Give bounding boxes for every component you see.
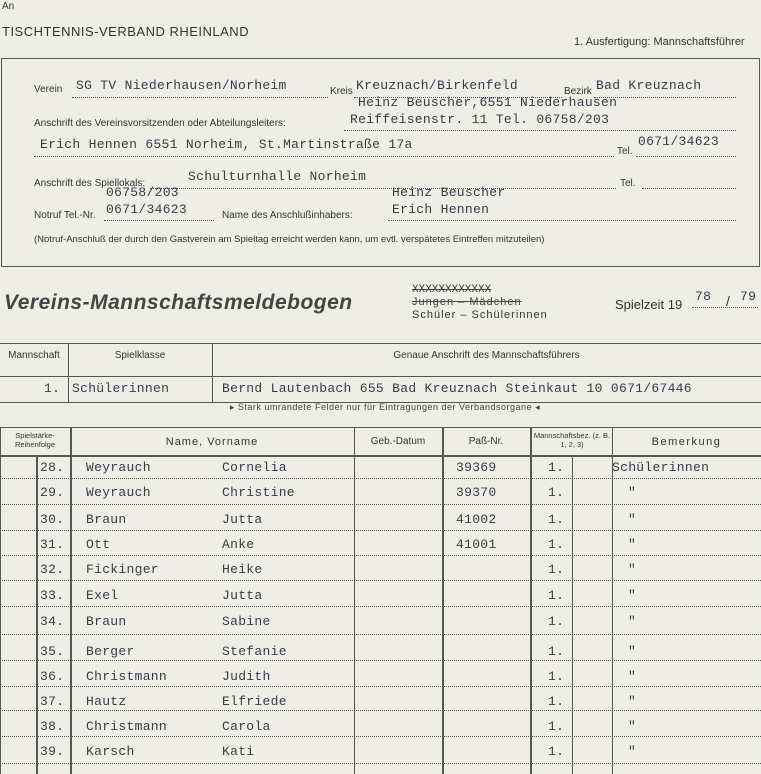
player-team: 1. bbox=[548, 694, 565, 709]
player-team: 1. bbox=[548, 485, 565, 500]
player-first-name: Jutta bbox=[222, 512, 263, 527]
col-mannschaft: Mannschaft bbox=[8, 350, 60, 361]
col-mannschaftsbez: Mannschaftsbez. (z. B. 1, 2, 3) bbox=[533, 431, 611, 449]
form-title: Vereins-Mannschaftsmeldebogen bbox=[4, 291, 353, 314]
player-first-name: Kati bbox=[222, 744, 255, 759]
player-first-name: Judith bbox=[222, 669, 271, 684]
category-line2: Schüler – Schülerinnen bbox=[412, 309, 548, 321]
arrow-left-icon: ◂ bbox=[535, 402, 541, 412]
player-rank: 38. bbox=[40, 719, 65, 734]
player-team: 1. bbox=[548, 537, 565, 552]
player-rank: 37. bbox=[40, 694, 65, 709]
row-divider bbox=[0, 478, 761, 479]
player-rank: 39. bbox=[40, 744, 65, 759]
anschluss-value: Erich Hennen bbox=[392, 202, 490, 217]
player-rank: 30. bbox=[40, 512, 65, 527]
player-note: " bbox=[628, 719, 637, 734]
player-rank: 35. bbox=[40, 644, 65, 659]
player-team: 1. bbox=[548, 744, 565, 759]
player-pass-number: 41002 bbox=[456, 512, 497, 527]
player-pass-number: 41001 bbox=[456, 537, 497, 552]
federation-name: TISCHTENNIS-VERBAND RHEINLAND bbox=[2, 24, 250, 39]
player-team: 1. bbox=[548, 644, 565, 659]
player-rank: 32. bbox=[40, 562, 65, 577]
row-divider bbox=[0, 606, 761, 607]
player-note: " bbox=[628, 644, 637, 659]
verein-label: Verein bbox=[34, 84, 63, 95]
player-last-name: Hautz bbox=[86, 694, 127, 709]
verein-value: SG TV Niederhausen/Norheim bbox=[76, 78, 287, 93]
player-last-name: Weyrauch bbox=[86, 485, 151, 500]
player-pass-number: 39370 bbox=[456, 485, 497, 500]
player-note: " bbox=[628, 694, 637, 709]
player-last-name: Braun bbox=[86, 512, 127, 527]
player-note: " bbox=[628, 744, 637, 759]
row-divider bbox=[0, 555, 761, 556]
player-last-name: Christmann bbox=[86, 669, 168, 684]
player-last-name: Fickinger bbox=[86, 562, 159, 577]
player-team: 1. bbox=[548, 614, 565, 629]
bezirk-label: Bezirk bbox=[564, 86, 592, 97]
player-pass-number: 39369 bbox=[456, 460, 497, 475]
player-rank: 28. bbox=[40, 460, 65, 475]
spiellokal-value: Schulturnhalle Norheim bbox=[188, 169, 367, 184]
row-divider bbox=[0, 634, 761, 635]
spiellokal-label: Anschrift des Spiellokals: bbox=[34, 178, 146, 189]
bezirk-value: Bad Kreuznach bbox=[596, 78, 702, 93]
col-anschrift: Genaue Anschrift des Mannschaftsführers bbox=[393, 350, 580, 361]
vorsitz-line2: Reiffeisenstr. 11 Tel. 06758/203 bbox=[350, 112, 610, 127]
anschluss-label: Name des Anschlußinhabers: bbox=[222, 210, 353, 221]
row-divider bbox=[0, 686, 761, 687]
player-last-name: Braun bbox=[86, 614, 127, 629]
season-to: 79 bbox=[740, 289, 757, 304]
addressee-label: An bbox=[2, 1, 15, 12]
player-note: Schülerinnen bbox=[612, 460, 710, 475]
team-captain-address: Bernd Lautenbach 655 Bad Kreuznach Steinkaut 10 0671/67446 bbox=[222, 381, 692, 396]
season-label: Spielzeit 19 bbox=[615, 297, 683, 312]
player-first-name: Elfriede bbox=[222, 694, 287, 709]
season-from: 78 bbox=[695, 289, 712, 304]
row-divider bbox=[0, 763, 761, 764]
player-team: 1. bbox=[548, 669, 565, 684]
anschrift-label: Anschrift des Vereinsvorsitzenden oder Abteilungsleiters: bbox=[34, 118, 286, 129]
category-crossed: XXXXXXXXXXXX bbox=[412, 284, 492, 296]
row-divider bbox=[0, 530, 761, 531]
player-note: " bbox=[628, 588, 637, 603]
player-first-name: Christine bbox=[222, 485, 295, 500]
player-first-name: Cornelia bbox=[222, 460, 287, 475]
tel-label: Tel. bbox=[617, 146, 633, 157]
team-klasse: Schülerinnen bbox=[72, 381, 170, 396]
col-name: Name, Vorname bbox=[165, 436, 259, 448]
player-rank: 33. bbox=[40, 588, 65, 603]
player-team: 1. bbox=[548, 588, 565, 603]
player-note: " bbox=[628, 537, 637, 552]
kreis-label: Kreis bbox=[330, 86, 353, 97]
player-rank: 36. bbox=[40, 669, 65, 684]
team-number: 1. bbox=[44, 381, 61, 396]
arrow-right-icon: ▸ bbox=[229, 402, 235, 412]
player-last-name: Karsch bbox=[86, 744, 135, 759]
notruf-label: Notruf Tel.-Nr. bbox=[34, 210, 96, 221]
player-first-name: Carola bbox=[222, 719, 271, 734]
tel2-label: Tel. bbox=[620, 178, 636, 189]
player-rank: 34. bbox=[40, 614, 65, 629]
player-note: " bbox=[628, 669, 637, 684]
player-first-name: Stefanie bbox=[222, 644, 287, 659]
verband-note-text: Stark umrandete Felder nur für Eintragungen der Verbandsorgane bbox=[237, 402, 533, 412]
player-team: 1. bbox=[548, 460, 565, 475]
player-first-name: Anke bbox=[222, 537, 255, 552]
player-last-name: Exel bbox=[86, 588, 119, 603]
second-address: Erich Hennen 6551 Norheim, St.Martinstraße 17a bbox=[40, 137, 413, 152]
col-spielklasse: Spielklasse bbox=[114, 350, 166, 361]
player-team: 1. bbox=[548, 719, 565, 734]
col-geb: Geb.-Datum bbox=[370, 436, 426, 447]
season-separator: / bbox=[726, 293, 730, 309]
row-divider bbox=[0, 504, 761, 505]
player-rank: 31. bbox=[40, 537, 65, 552]
tel-value: 0671/34623 bbox=[638, 134, 720, 149]
player-last-name: Christmann bbox=[86, 719, 168, 734]
player-note: " bbox=[628, 614, 637, 629]
player-team: 1. bbox=[548, 512, 565, 527]
row-divider bbox=[0, 580, 761, 581]
category-line1: Jungen – Mädchen bbox=[412, 296, 522, 308]
verband-note bbox=[150, 402, 620, 413]
anschluss-top: Heinz Beuscher bbox=[392, 185, 506, 200]
vorsitz-line1: Heinz Beuscher,6551 Niederhausen bbox=[358, 95, 618, 110]
col-pass: Paß-Nr. bbox=[468, 436, 504, 447]
player-team: 1. bbox=[548, 562, 565, 577]
row-divider bbox=[0, 736, 761, 737]
notruf-top: 06758/203 bbox=[106, 185, 179, 200]
col-rank: Spielstärke-Reihenfolge bbox=[14, 431, 56, 449]
player-last-name: Weyrauch bbox=[86, 460, 151, 475]
col-bemerkung: Bemerkung bbox=[651, 436, 722, 448]
player-rank: 29. bbox=[40, 485, 65, 500]
player-first-name: Sabine bbox=[222, 614, 271, 629]
player-first-name: Heike bbox=[222, 562, 263, 577]
player-note: " bbox=[628, 512, 637, 527]
row-divider bbox=[0, 710, 761, 711]
notruf-note: (Notruf-Anschluß der durch den Gastverein am Spieltag erreicht werden kann, um evtl. verspätetes Eintreffen mitzuteilen) bbox=[34, 234, 545, 245]
player-last-name: Ott bbox=[86, 537, 111, 552]
kreis-value: Kreuznach/Birkenfeld bbox=[356, 78, 519, 93]
player-note: " bbox=[628, 485, 637, 500]
player-last-name: Berger bbox=[86, 644, 135, 659]
copy-label: 1. Ausfertigung: Mannschaftsführer bbox=[574, 36, 745, 48]
player-first-name: Jutta bbox=[222, 588, 263, 603]
player-note: " bbox=[628, 562, 637, 577]
notruf-value: 0671/34623 bbox=[106, 202, 188, 217]
row-divider bbox=[0, 660, 761, 661]
